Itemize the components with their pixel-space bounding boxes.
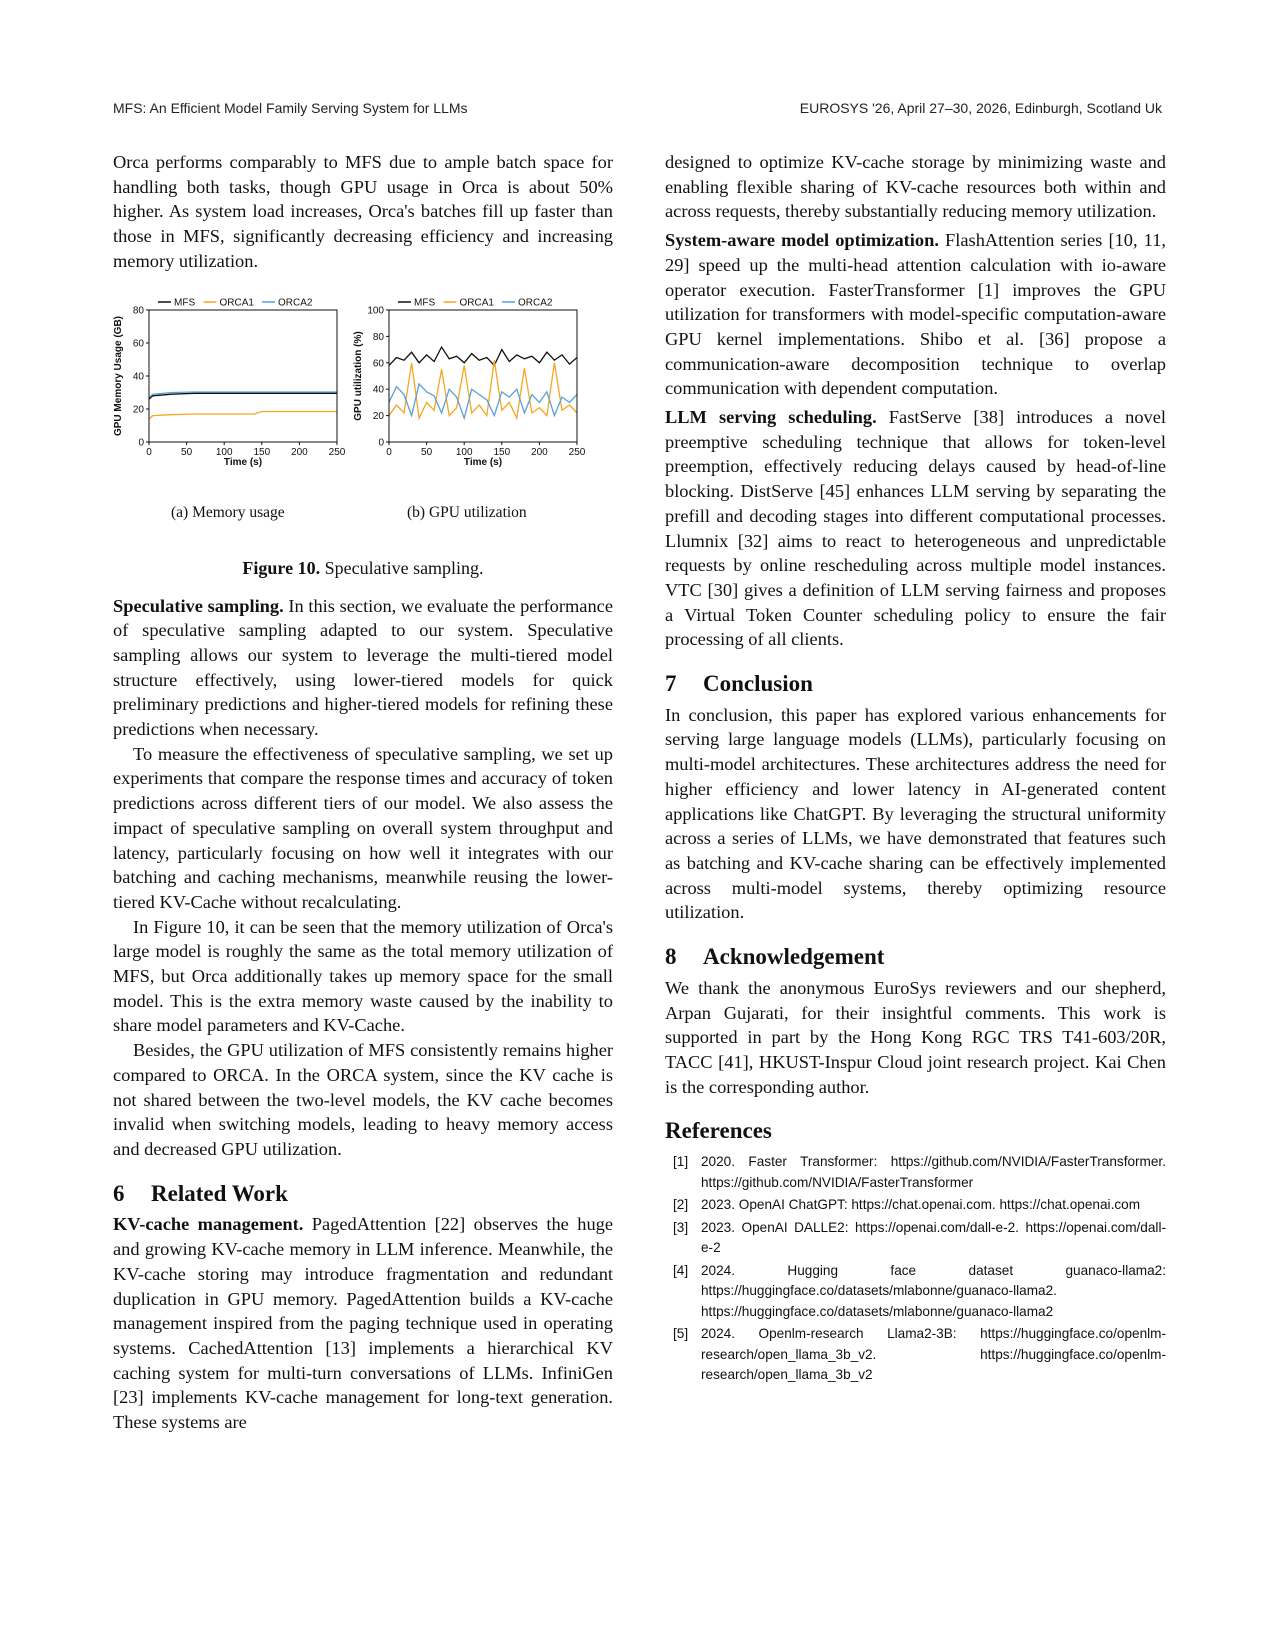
system-aware-heading: System-aware model optimization. <box>665 230 939 251</box>
section-8-title: Acknowledgement <box>703 944 885 970</box>
speculative-paragraph-4: Besides, the GPU utilization of MFS consistently remains higher compared to ORCA. In the ORCA system, since the KV cache is not shared between the two-level models, the KV cache becomes invalid when switching models, leading to heavy memory access and decreased GPU utilization. <box>113 1040 613 1159</box>
figure-caption-label: Figure 10. <box>242 557 321 578</box>
kv-cache-text: PagedAttention [22] observes the huge and growing KV-cache memory in LLM inference. Meanwhile, the KV-cache storing may introduce fragmentation and redundant duplication in GPU memory. PagedAttention builds a KV-cache management inspired from the paging technique used in operating systems. CachedAttention [13] implements a hierarchical KV caching system for multi-turn conversations of LLMs. InfiniGen [23] implements KV-cache management for long-text generation. These systems are <box>113 1214 613 1433</box>
y-axis-label: GPU Memory Usage (GB) <box>113 315 124 436</box>
y-tick-label: 80 <box>372 331 384 343</box>
series-line-orca1 <box>149 411 337 418</box>
y-tick-label: 60 <box>372 357 384 369</box>
intro-paragraph: Orca performs comparably to MFS due to ample batch space for handling both tasks, though GPU usage in Orca is about 50% higher. As system load increases, Orca's batches fill up faster than those in MFS, significantly decreasing efficiency and increasing memory utilization. <box>113 152 613 271</box>
reference-number: [2] <box>673 1197 689 1213</box>
section-7-number: 7 <box>665 671 677 697</box>
system-aware-paragraph <box>665 228 1166 401</box>
figure-caption <box>113 556 613 581</box>
y-tick-label: 100 <box>367 305 384 317</box>
figure-caption-text: Speculative sampling. <box>320 557 484 578</box>
section-8-number: 8 <box>665 944 677 970</box>
speculative-paragraph-3: In Figure 10, it can be seen that the memory utilization of Orca's large model is roughly the same as the total memory utilization of MFS, but Orca additionally takes up memory space for the small model. This is the extra memory waste caused by the inability to share model parameters and KV-Cache. <box>113 916 613 1036</box>
x-tick-label: 100 <box>455 446 473 458</box>
x-axis-label: Time (s) <box>463 456 503 468</box>
x-tick-label: 150 <box>493 446 511 458</box>
reference-item <box>665 1195 1166 1216</box>
y-tick-label: 0 <box>138 437 144 449</box>
speculative-sampling-text: In this section, we evaluate the performance of speculative sampling adapted to our system. Speculative sampling allows our system to leverage the multi-tiered model structure effectively, using lower-tiered models for quick preliminary predictions and higher-tiered models for refining these predictions when necessary. <box>113 595 613 740</box>
x-tick-label: 250 <box>568 446 585 458</box>
x-tick-label: 200 <box>531 446 548 458</box>
memory-usage-chart-svg <box>113 294 345 474</box>
right-column <box>665 150 1166 1388</box>
y-axis-label: GPU utilization (%) <box>353 330 364 421</box>
legend-label-orca2: ORCA2 <box>278 297 313 309</box>
legend-label-mfs: MFS <box>414 297 436 309</box>
figure-10 <box>113 294 613 586</box>
acknowledgement-paragraph: We thank the anonymous EuroSys reviewers and our shepherd, Arpan Gujarati, for their insightful comments. This work is supported in part by the Hong Kong RGC TRS T41-603/20R, TACC [41], HKUST-Inspur Cloud joint research project. Kai Chen is the corresponding author. <box>665 977 1166 1097</box>
reference-text: 2024. Hugging face dataset guanaco-llama2: https://huggingface.co/datasets/mlabonne/guanaco-llama2. https://huggingface.co/datasets/mlabonne/guanaco-llama2 <box>701 1262 1166 1319</box>
x-tick-label: 100 <box>215 446 233 458</box>
llm-scheduling-text: FastServe [38] introduces a novel preemptive scheduling technique that allows for token-level preemption, effectively reducing delays caused by head-of-line blocking. DistServe [45] enhances LLM serving by separating the prefill and decoding stages into different computational processes. Llumnix [32] aims to react to heterogeneous and unpredictable requests by online rescheduling across multiple model instances. VTC [30] gives a definition of LLM serving fairness and proposes a Virtual Token Counter scheduling policy to ensure the fair processing of all clients. <box>665 407 1166 650</box>
section-6-number: 6 <box>113 1180 125 1206</box>
x-tick-label: 150 <box>253 446 271 458</box>
section-7-title: Conclusion <box>703 671 813 697</box>
subcaption-a: (a) Memory usage <box>171 503 285 521</box>
legend-label-mfs: MFS <box>174 297 196 309</box>
section-8-heading <box>665 945 1166 970</box>
references-heading: References <box>665 1118 772 1144</box>
x-axis-label: Time (s) <box>223 456 263 468</box>
reference-number: [4] <box>673 1262 689 1278</box>
x-tick-label: 0 <box>386 446 392 458</box>
speculative-paragraph-2: To measure the effectiveness of speculative sampling, we set up experiments that compare the response times and accuracy of token predictions across different tiers of our model. We also assess the impact of speculative sampling on overall system throughput and latency, particularly focusing on how well it integrates with our batching and caching mechanisms, meanwhile reusing the lower-tiered KV-Cache without recalculating. <box>113 743 613 912</box>
y-tick-label: 40 <box>372 384 384 396</box>
y-tick-label: 60 <box>132 338 144 350</box>
llm-scheduling-paragraph <box>665 405 1166 652</box>
y-tick-label: 20 <box>372 410 384 422</box>
x-tick-label: 200 <box>291 446 308 458</box>
reference-item <box>665 1324 1166 1386</box>
continued-paragraph: designed to optimize KV-cache storage by minimizing waste and enabling flexible sharing of KV-cache resources both within and across requests, thereby substantially reducing memory utilization. <box>665 152 1166 222</box>
y-tick-label: 40 <box>132 371 144 383</box>
y-tick-label: 20 <box>132 404 144 416</box>
system-aware-text: FlashAttention series [10, 11, 29] speed up the multi-head attention calculation with io-aware operator execution. FasterTransformer [1] improves the GPU utilization for transformers with model-specific computation-aware GPU kernel implementations. Shibo et al. [36] propose a communication-aware decomposition technique to overlap communication with dependent computation. <box>665 230 1166 399</box>
reference-text: 2020. Faster Transformer: https://github.com/NVIDIA/FasterTransformer. https://github.com/NVIDIA/FasterTransformer <box>701 1154 1166 1190</box>
gpu-utilization-chart-svg <box>353 294 585 474</box>
kv-cache-paragraph <box>113 1212 613 1434</box>
series-line-mfs <box>149 393 337 399</box>
kv-cache-heading: KV-cache management. <box>113 1214 304 1235</box>
speculative-sampling-heading: Speculative sampling. <box>113 595 284 616</box>
reference-text: 2024. Openlm-research Llama2-3B: https://huggingface.co/openlm-research/open_llama_3b_v2. https://huggingface.co/openlm-research/open_llama_3b_v2 <box>701 1326 1166 1383</box>
series-line-mfs <box>389 347 577 365</box>
y-tick-label: 0 <box>378 437 384 449</box>
running-header-venue: EUROSYS '26, April 27–30, 2026, Edinburgh, Scotland Uk <box>799 100 1162 116</box>
reference-item <box>665 1261 1166 1323</box>
reference-text: 2023. OpenAI ChatGPT: https://chat.openai.com. https://chat.openai.com <box>701 1197 1141 1213</box>
y-tick-label: 80 <box>132 305 144 317</box>
reference-number: [1] <box>673 1154 689 1170</box>
plot-frame <box>149 310 337 442</box>
legend-label-orca1: ORCA1 <box>219 297 254 309</box>
reference-text: 2023. OpenAI DALLE2: https://openai.com/dall-e-2. https://openai.com/dall-e-2 <box>701 1219 1166 1256</box>
llm-scheduling-heading: LLM serving scheduling. <box>665 407 877 428</box>
conclusion-paragraph: In conclusion, this paper has explored various enhancements for serving large language models (LLMs), particularly focusing on multi-model architectures. These architectures address the need for higher efficiency and lower latency in AI-generated content applications like ChatGPT. By leveraging the structural uniformity across a series of LLMs, we have demonstrated that features such as batching and KV-cache sharing can be effectively implemented across multi-model systems, thereby optimizing resource utilization. <box>665 704 1166 923</box>
chart-memory-usage <box>113 294 345 474</box>
x-tick-label: 0 <box>146 446 152 458</box>
section-6-title: Related Work <box>151 1180 288 1206</box>
running-header-title: MFS: An Efficient Model Family Serving System for LLMs <box>113 100 468 116</box>
plot-frame <box>389 310 577 442</box>
section-6-heading <box>113 1182 613 1207</box>
x-tick-label: 250 <box>328 446 345 458</box>
references-list <box>665 1152 1166 1386</box>
subcaption-b: (b) GPU utilization <box>407 503 527 521</box>
legend-label-orca2: ORCA2 <box>518 297 553 309</box>
section-7-heading <box>665 672 1166 697</box>
reference-number: [5] <box>673 1326 689 1342</box>
legend-label-orca1: ORCA1 <box>459 297 494 309</box>
reference-item <box>665 1218 1166 1259</box>
x-tick-label: 50 <box>421 446 433 458</box>
speculative-sampling-paragraph <box>113 594 613 742</box>
chart-gpu-utilization <box>353 294 585 474</box>
reference-item <box>665 1152 1166 1193</box>
left-column <box>113 150 613 1435</box>
reference-number: [3] <box>673 1219 689 1235</box>
x-tick-label: 50 <box>181 446 193 458</box>
